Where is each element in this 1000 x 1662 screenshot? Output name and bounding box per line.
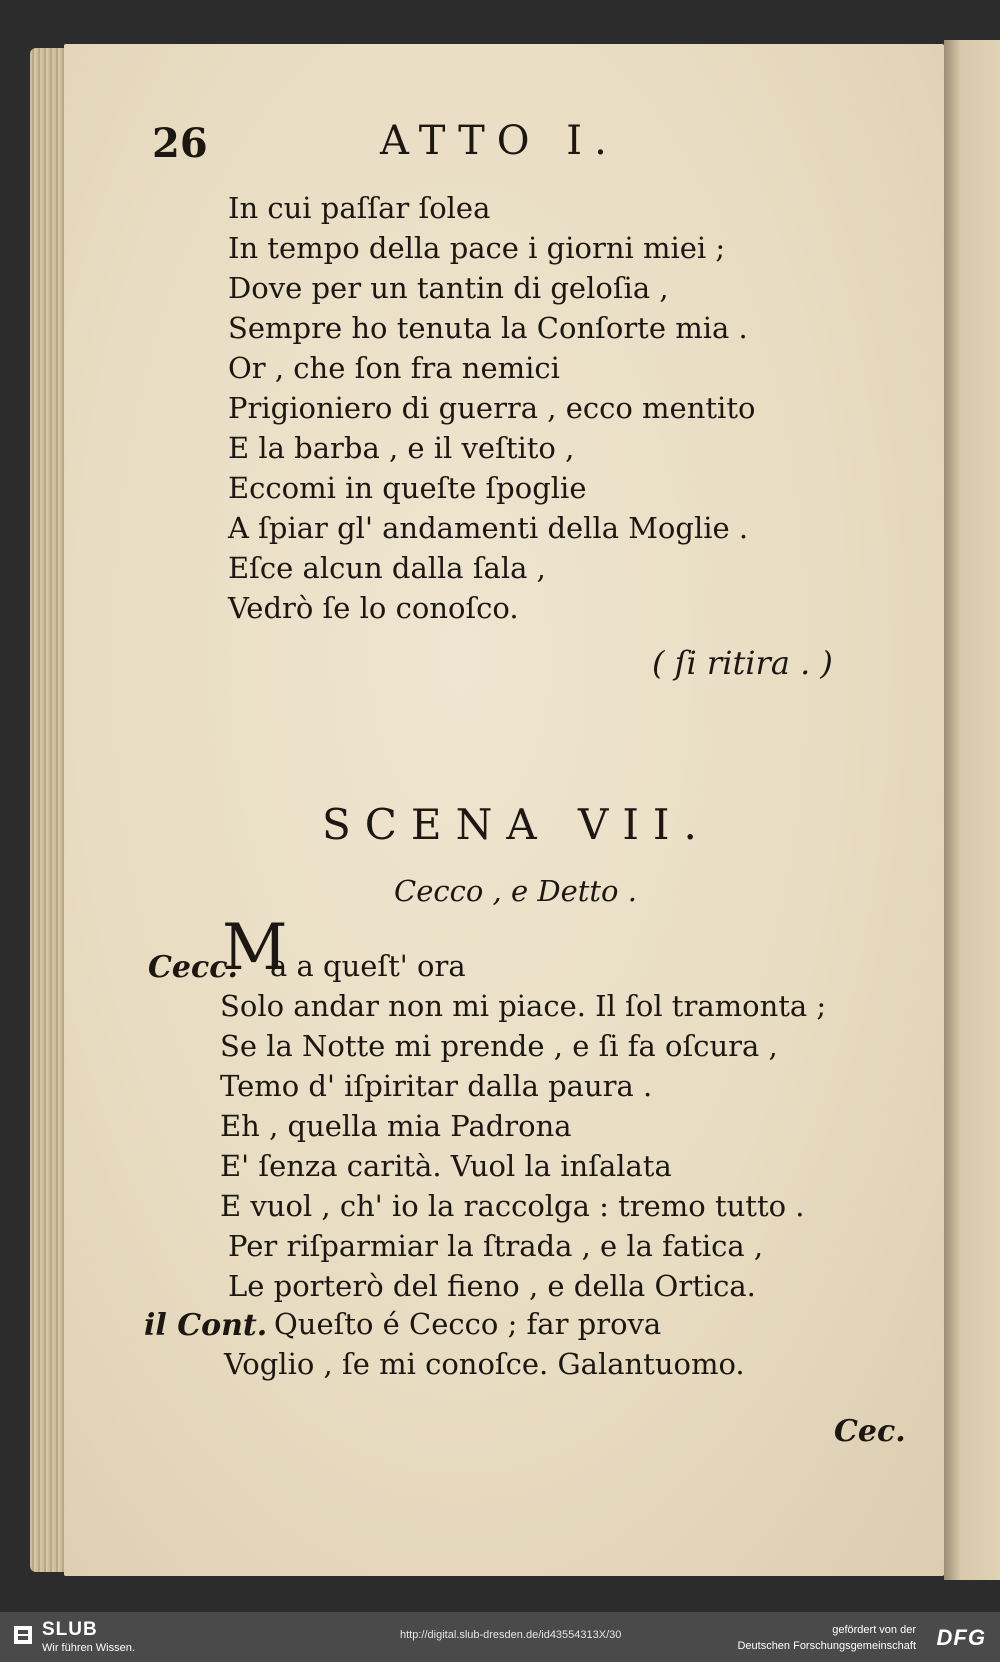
verse-line: Vedrò ſe lo conoſco. — [228, 591, 519, 625]
verse-line: Solo andar non mi piace. Il ſol tramonta ; — [220, 989, 827, 1023]
verse-line: Le porterò del fieno , e della Ortica. — [228, 1269, 756, 1303]
funder-line-1: gefördert von der — [832, 1624, 916, 1636]
verse-line: Eccomi in queſte ſpoglie — [228, 471, 587, 505]
verse-line: Eh , quella mia Padrona — [220, 1109, 572, 1143]
dfg-logo[interactable]: DFG — [936, 1625, 986, 1650]
viewer-footer — [0, 1612, 1000, 1662]
verse-line: a a queſt' ora — [270, 949, 466, 983]
catchword: Cec. — [834, 1414, 906, 1449]
funder-line-2: Deutschen Forschungsgemeinschaft — [737, 1640, 916, 1652]
funder-text — [737, 1622, 916, 1654]
drop-cap: M — [222, 911, 288, 985]
verse-line: Eſce alcun dalla ſala , — [228, 551, 546, 585]
verse-line: In tempo della pace i giorni miei ; — [228, 231, 726, 265]
speaker-cecco: Cecc. — [148, 950, 238, 985]
scene-cast: Cecco , e Detto . — [394, 874, 637, 908]
verse-line: A ſpiar gl' andamenti della Moglie . — [228, 511, 749, 545]
verse-line: E' ſenza carità. Vuol la inſalata — [220, 1149, 672, 1183]
book-page — [64, 44, 944, 1576]
verse-line: E vuol , ch' io la raccolga : tremo tutto . — [220, 1189, 805, 1223]
verse-line: Voglio , ſe mi conoſce. Galantuomo. — [224, 1347, 745, 1381]
verse-line: Prigioniero di guerra , ecco mentito — [228, 391, 756, 425]
slub-logo-icon — [14, 1626, 32, 1644]
verse-line: Per riſparmiar la ſtrada , e la fatica , — [228, 1229, 764, 1263]
slub-logo-name[interactable]: SLUB — [42, 1619, 98, 1640]
running-head: ATTO I. — [380, 118, 619, 164]
verse-line: Or , che ſon fra nemici — [228, 351, 560, 385]
page-number: 26 — [152, 120, 208, 167]
verse-line: Sempre ho tenuta la Conſorte mia . — [228, 311, 748, 345]
scene-title: SCENA VII. — [322, 800, 711, 849]
verse-line: Dove per un tantin di geloſia , — [228, 271, 669, 305]
stage-direction: ( ſi ritira . ) — [652, 644, 833, 682]
verse-line: Temo d' iſpiritar dalla paura . — [220, 1069, 653, 1103]
verse-line: Se la Notte mi prende , e ſi fa oſcura , — [220, 1029, 778, 1063]
verse-line: E la barba , e il veſtito , — [228, 431, 575, 465]
speaker-conte: il Cont. — [144, 1308, 268, 1343]
permalink[interactable]: http://digital.slub-dresden.de/id43554313X/30 — [400, 1629, 622, 1641]
verse-line: In cui paſſar ſolea — [228, 191, 491, 225]
facing-page-edge — [944, 40, 1000, 1580]
slub-tagline: Wir führen Wissen. — [42, 1642, 135, 1654]
verse-line: Queſto é Cecco ; far prova — [274, 1307, 662, 1341]
